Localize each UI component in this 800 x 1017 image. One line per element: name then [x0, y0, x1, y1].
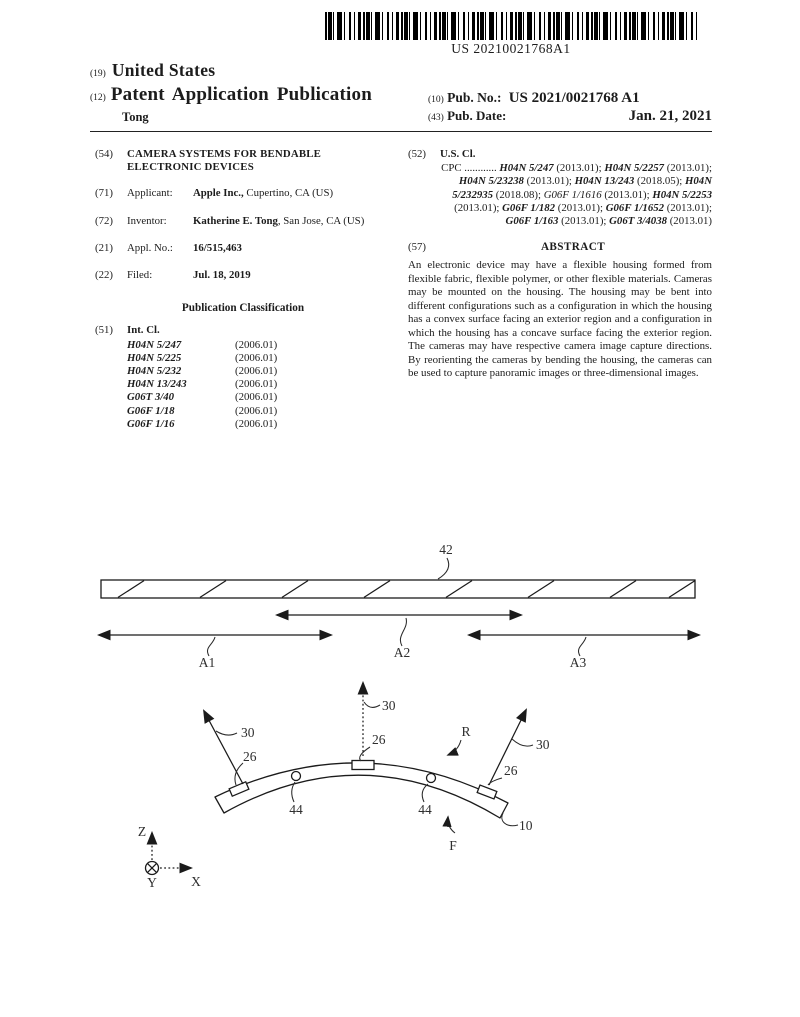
inventor-name: Katherine E. Tong: [193, 214, 278, 227]
leader-30-left: [216, 731, 237, 735]
pub-no-value: US 2021/0021768 A1: [508, 90, 640, 106]
header-doc-type-line: [90, 84, 372, 106]
int-cl-table: [127, 339, 391, 431]
camera-center: [352, 761, 374, 770]
label-a1: A1: [198, 655, 216, 670]
capture-arrow-left: [204, 711, 243, 784]
leader-44-right: [422, 784, 428, 802]
kind-code-43: (43): [428, 113, 444, 123]
int-cl-code: G06F 1/16: [127, 417, 175, 430]
cpc-segment: (2013.01);: [664, 201, 712, 214]
int-cl-entry: [127, 365, 391, 378]
bibliographic-right-column: [408, 148, 712, 381]
label-a3: A3: [569, 655, 587, 670]
header-country-line: [90, 60, 215, 81]
inventor-address: , San Jose, CA (US): [277, 214, 365, 227]
header-divider: [90, 131, 712, 132]
label-axis-y: Y: [147, 875, 157, 890]
applicant-name: Apple Inc.,: [193, 187, 244, 200]
leader-30-center: [364, 702, 380, 707]
int-cl-year: (2006.01): [235, 338, 278, 351]
filed-row: [95, 269, 391, 282]
pub-no-row: [428, 90, 712, 107]
kind-code-19: (19): [90, 69, 106, 79]
field-num-71: (71): [95, 187, 113, 200]
coordinate-axes: [138, 824, 201, 890]
cpc-segment: (2018.05);: [634, 175, 685, 188]
int-cl-year: (2006.01): [235, 378, 278, 391]
field-num-51: (51): [95, 324, 113, 337]
appl-no-row: [95, 242, 391, 255]
country-name: United States: [111, 60, 216, 80]
field-num-57: (57): [408, 241, 426, 254]
int-cl-entry: [127, 391, 391, 404]
int-cl-row: [95, 324, 391, 337]
cpc-segment: G06F 1/182: [502, 201, 556, 214]
cpc-segment: G06F 1/1616: [543, 188, 602, 201]
cpc-segment: H04N 5/232935: [452, 175, 712, 201]
label-30-center: 30: [382, 698, 396, 713]
label-r: R: [461, 724, 471, 739]
int-cl-year: (2006.01): [235, 365, 278, 378]
int-cl-year: (2006.01): [235, 404, 278, 417]
cpc-segment: H04N 13/243: [574, 175, 635, 188]
cpc-label: CPC: [441, 162, 462, 175]
int-cl-year: (2006.01): [235, 391, 278, 404]
barcode-text: US 20210021768A1: [451, 41, 571, 56]
us-cl-label: U.S. Cl.: [440, 148, 476, 160]
publication-classification-heading: Publication Classification: [181, 302, 305, 315]
label-44-left: 44: [289, 802, 303, 817]
flat-housing-bar: [101, 580, 695, 598]
int-cl-code: H04N 5/232: [127, 365, 182, 378]
leader-26-center: [360, 747, 370, 761]
cpc-segment: H04N 5/2257: [604, 162, 665, 175]
us-cl-row: [408, 148, 712, 161]
leader-30-right: [512, 739, 533, 746]
leader-a1: [208, 637, 215, 656]
label-26-center: 26: [372, 732, 386, 747]
field-num-72: (72): [95, 214, 113, 227]
cpc-segment: (2013.01);: [558, 215, 610, 228]
inventor-label: Inventor:: [127, 214, 167, 227]
cpc-segment: (2013.01);: [664, 162, 712, 175]
inventor-row: [95, 215, 391, 228]
force-arrow: [448, 817, 455, 833]
int-cl-entry: [127, 418, 391, 431]
leader-a3: [579, 637, 586, 656]
int-cl-code: G06T 3/40: [127, 391, 175, 404]
int-cl-entry: [127, 405, 391, 418]
kind-code-10: (10): [428, 95, 444, 105]
label-10: 10: [519, 818, 533, 833]
leader-10: [502, 813, 518, 826]
label-30-right: 30: [536, 737, 550, 752]
label-44-right: 44: [418, 802, 432, 817]
bibliographic-left-column: [95, 148, 391, 431]
appl-no-value: 16/515,463: [193, 241, 242, 254]
cpc-segment: H04N 5/23238: [458, 175, 524, 188]
label-a2: A2: [393, 645, 411, 660]
int-cl-label: Int. Cl.: [127, 324, 160, 337]
field-num-22: (22): [95, 269, 113, 282]
field-num-21: (21): [95, 241, 113, 254]
leader-a2: [400, 618, 406, 646]
pub-no-label: Pub. No.:: [447, 90, 502, 105]
cpc-block: [428, 162, 712, 228]
abstract-text: An electronic device may have a flexible housing formed from flexible fabric, flexible polymer, or other flexible materials. Cameras may be mounted on the housing. The housing may be bent into different configurations such as a configuration in which the housing has a convex surface facing an exterior region and a configuration in which the housing has a concave surface facing the exterior region. The cameras may have respective camera image capture directions. By reorienting the cameras by bending the housing, the cameras can be used to capture panoramic images or three-dimensional images.: [408, 259, 712, 380]
filed-label: Filed:: [127, 269, 153, 282]
doc-type: Patent Application Publication: [110, 84, 372, 105]
cpc-segment: H04N 5/247: [499, 162, 554, 175]
cpc-segment: (2013.01): [667, 215, 712, 228]
filed-value: Jul. 18, 2019: [193, 269, 251, 282]
pub-date-row: [428, 108, 712, 125]
label-axis-z: Z: [137, 824, 147, 839]
bent-housing-band: [215, 763, 508, 818]
field-num-54: (54): [95, 148, 113, 160]
cpc-segment: (2013.01);: [523, 175, 575, 188]
int-cl-entry: [127, 339, 391, 352]
int-cl-code: H04N 5/247: [127, 338, 182, 351]
cpc-segment: (2018.08);: [493, 188, 544, 201]
label-30-left: 30: [241, 725, 255, 740]
leader-42: [438, 558, 449, 579]
label-42: 42: [439, 542, 453, 557]
cpc-segment: H04N 5/2253: [652, 188, 712, 201]
cpc-dots: ............: [464, 162, 497, 175]
patent-figure: [0, 530, 800, 930]
cpc-segment: (2013.01);: [553, 162, 605, 175]
opening-left: [292, 772, 301, 781]
applicant-label: Applicant:: [127, 187, 173, 200]
applicant-address: Cupertino, CA (US): [243, 187, 334, 200]
pub-date-value: Jan. 21, 2021: [628, 108, 712, 124]
label-26-left: 26: [243, 749, 257, 764]
appl-no-label: Appl. No.:: [127, 241, 173, 254]
int-cl-code: H04N 5/225: [127, 351, 182, 364]
label-26-right: 26: [504, 763, 518, 778]
field-num-52: (52): [408, 148, 426, 160]
pub-date-label: Pub. Date:: [447, 108, 507, 123]
cpc-segment: G06T 3/4038: [609, 215, 668, 228]
radius-arrow: [448, 740, 461, 755]
cpc-segment: G06F 1/1652: [605, 201, 665, 214]
int-cl-year: (2006.01): [235, 417, 278, 430]
opening-right: [427, 774, 436, 783]
barcode: [325, 12, 697, 40]
int-cl-year: (2006.01): [235, 351, 278, 364]
abstract-heading: ABSTRACT: [540, 241, 606, 254]
cpc-segment: (2013.01);: [555, 201, 606, 214]
int-cl-entry: [127, 352, 391, 365]
cpc-segment: (2013.01);: [601, 188, 653, 201]
label-f: F: [449, 838, 457, 853]
kind-code-12: (12): [90, 93, 106, 103]
int-cl-entry: [127, 378, 391, 391]
int-cl-code: H04N 13/243: [127, 378, 187, 391]
inventor-surname: Tong: [122, 110, 149, 124]
abstract-heading-row: [408, 241, 712, 254]
applicant-row: [95, 187, 391, 200]
int-cl-code: G06F 1/18: [127, 404, 175, 417]
cpc-segment: G06F 1/163: [505, 215, 559, 228]
label-axis-x: X: [191, 874, 201, 889]
title-row: [95, 148, 391, 174]
cpc-segment: (2013.01);: [454, 201, 503, 214]
invention-title: CAMERA SYSTEMS FOR BENDABLE ELECTRONIC DEVICES: [127, 148, 322, 174]
